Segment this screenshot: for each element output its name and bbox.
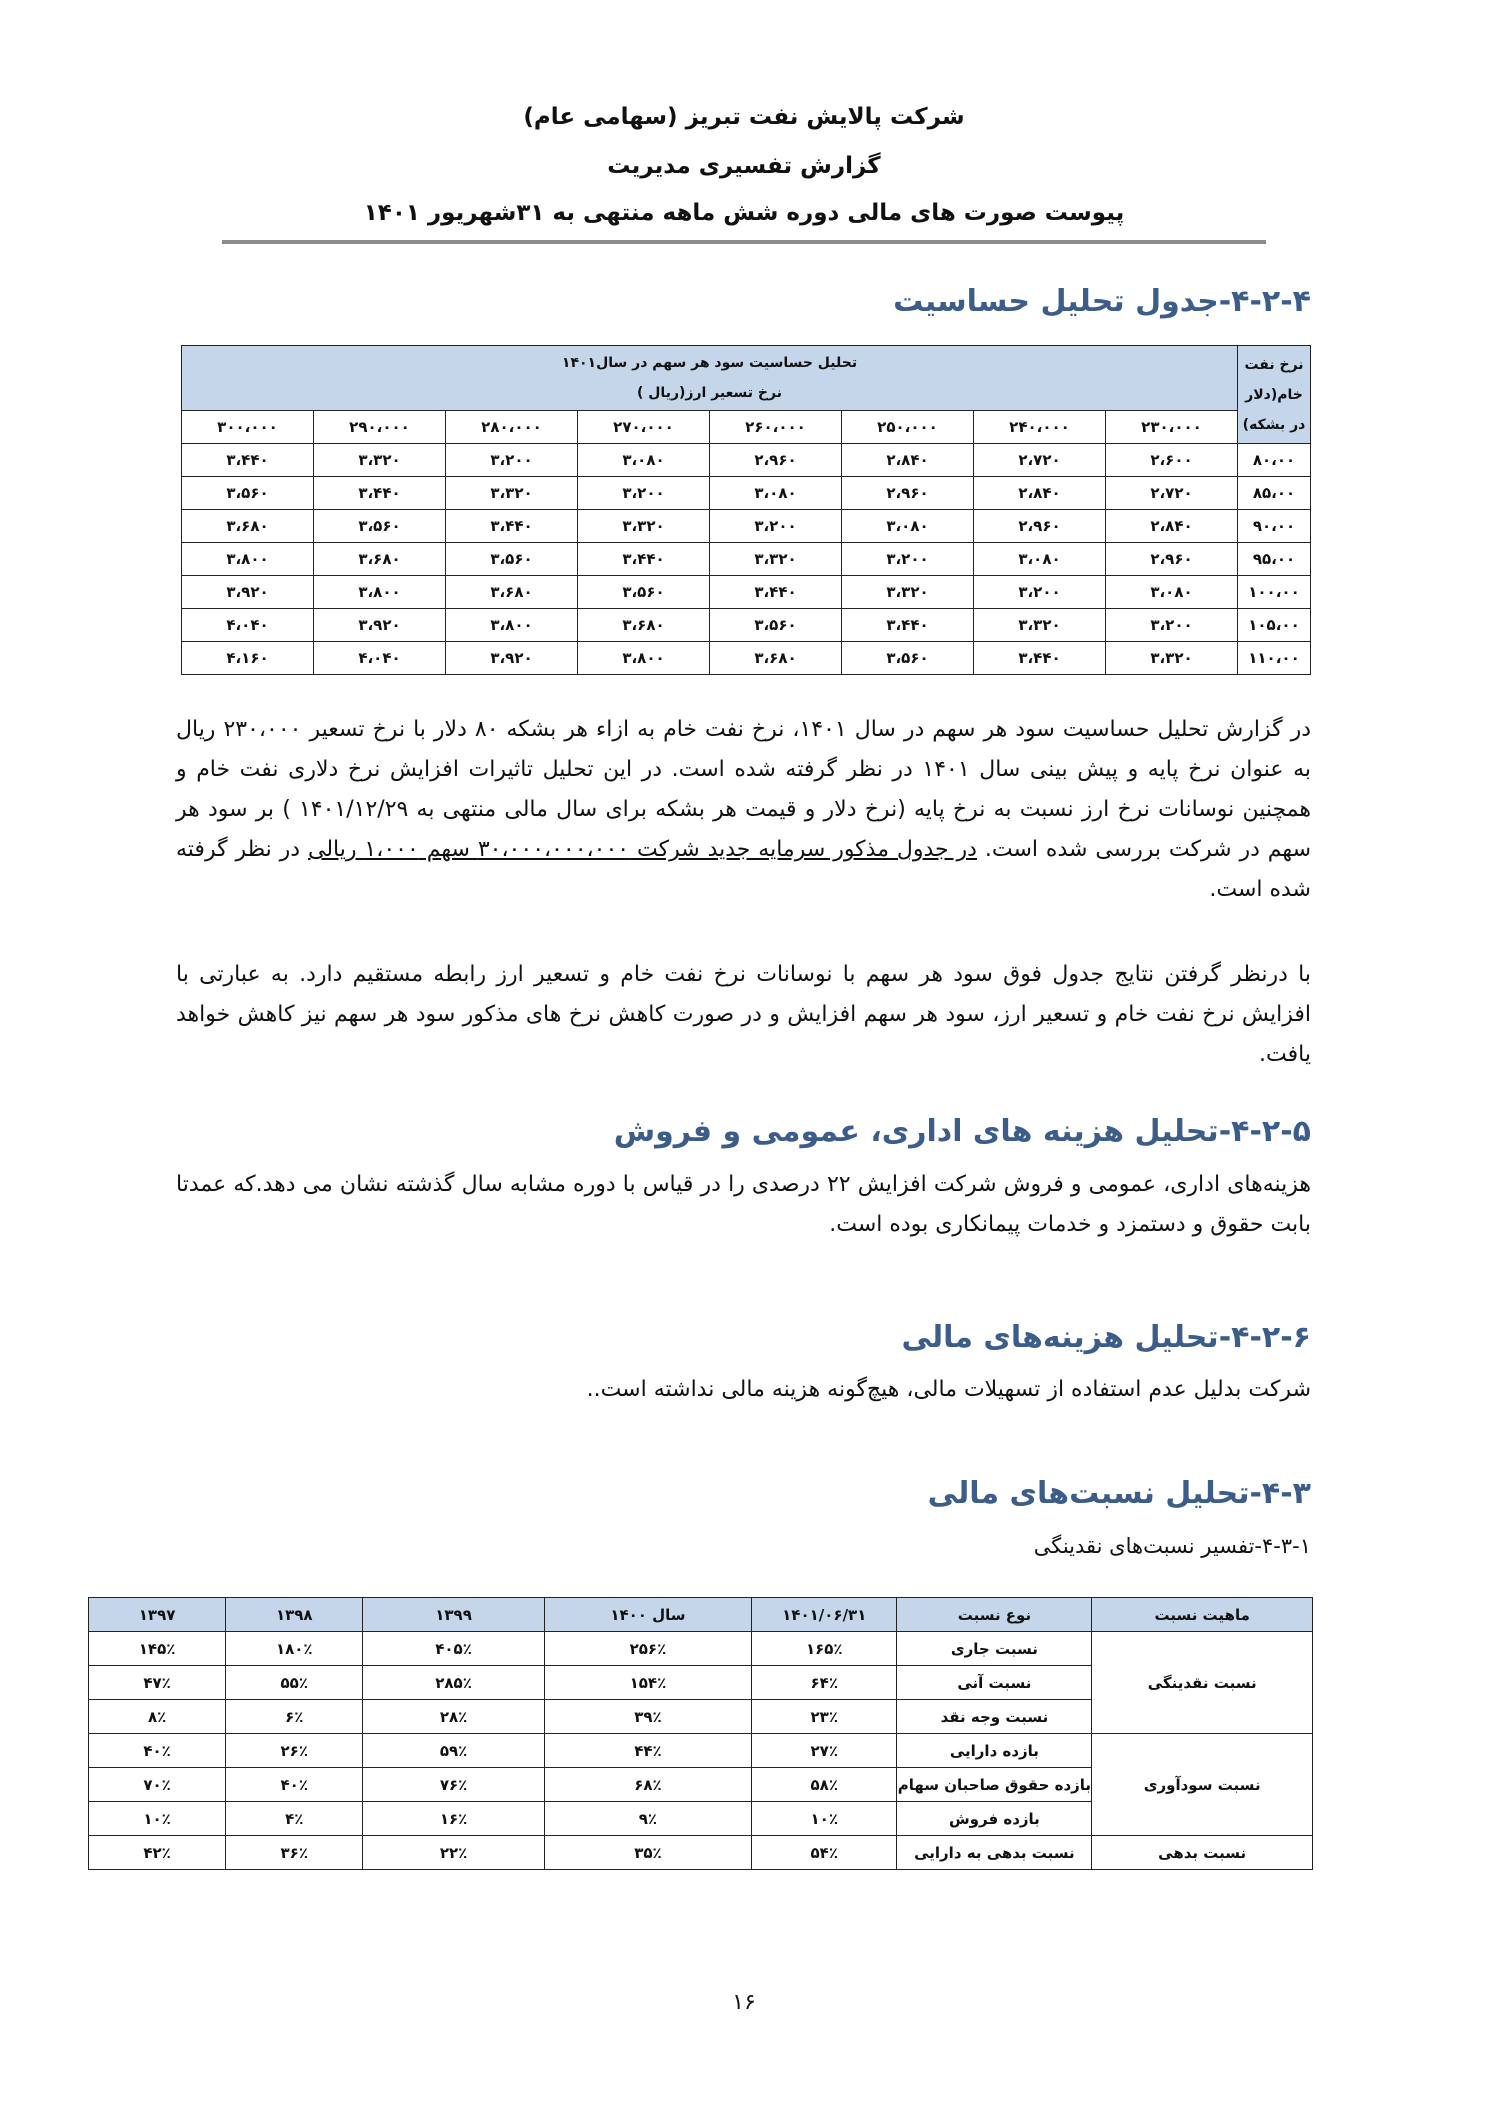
eps-value-cell: ۳،۵۶۰ — [182, 477, 314, 510]
ratio-value-cell: ۵۴٪ — [752, 1836, 897, 1870]
ratio-name-cell: بازده حقوق صاحبان سهام — [897, 1768, 1092, 1802]
eps-value-cell: ۳،۰۸۰ — [842, 510, 974, 543]
oil-price-cell: ۹۰،۰۰ — [1238, 510, 1311, 543]
ratio-row — [89, 1734, 1313, 1768]
report-title: گزارش تفسیری مدیریت — [607, 153, 881, 179]
oil-price-cell: ۹۵،۰۰ — [1238, 543, 1311, 576]
sensitivity-row — [182, 543, 1311, 576]
eps-value-cell: ۳،۴۴۰ — [314, 477, 446, 510]
report-subtitle: پیوست صورت های مالی دوره شش ماهه منتهی به ۳۱شهریور ۱۴۰۱ — [363, 200, 1125, 226]
ratio-value-cell: ۳۵٪ — [544, 1836, 751, 1870]
ratio-row — [89, 1836, 1313, 1870]
sensitivity-caption: تحلیل حساسیت سود هر سهم در سال۱۴۰۱ نرخ تسعیر ارز(ریال ) — [182, 346, 1238, 411]
eps-value-cell: ۳،۵۶۰ — [842, 642, 974, 675]
rate-column-header: ۲۷۰،۰۰۰ — [578, 411, 710, 444]
eps-value-cell: ۲،۹۶۰ — [1106, 543, 1238, 576]
ratio-name-cell: نسبت وجه نقد — [897, 1700, 1092, 1734]
eps-value-cell: ۴،۰۴۰ — [182, 609, 314, 642]
sensitivity-row — [182, 642, 1311, 675]
ratio-value-cell: ۳۹٪ — [544, 1700, 751, 1734]
header-rule — [222, 240, 1266, 244]
oil-price-cell: ۱۰۵،۰۰ — [1238, 609, 1311, 642]
ratio-column-header: ۱۳۹۷ — [89, 1598, 226, 1632]
eps-value-cell: ۲،۸۴۰ — [974, 477, 1106, 510]
sensitivity-table — [181, 345, 1311, 675]
oil-price-cell: ۸۵،۰۰ — [1238, 477, 1311, 510]
eps-value-cell: ۲،۷۲۰ — [1106, 477, 1238, 510]
ratio-value-cell: ۲۸٪ — [363, 1700, 544, 1734]
ratio-value-cell: ۵۸٪ — [752, 1768, 897, 1802]
ratio-value-cell: ۶۴٪ — [752, 1666, 897, 1700]
ratio-value-cell: ۱۰٪ — [752, 1802, 897, 1836]
ratio-value-cell: ۴۰٪ — [226, 1768, 363, 1802]
ratio-value-cell: ۴٪ — [226, 1802, 363, 1836]
rate-column-header: ۲۵۰،۰۰۰ — [842, 411, 974, 444]
eps-value-cell: ۲،۷۲۰ — [974, 444, 1106, 477]
eps-value-cell: ۳،۵۶۰ — [710, 609, 842, 642]
financial-ratios-table — [88, 1597, 1313, 1870]
finance-cost-paragraph: شرکت بدلیل عدم استفاده از تسهیلات مالی، هیچ‌گونه هزینه مالی نداشته است.. — [586, 1377, 1311, 1402]
admin-expense-paragraph: هزینه‌های اداری، عمومی و فروش شرکت افزایش ۲۲ درصدی را در قیاس با دوره مشابه سال گذشته نشان می دهد.که عمدتا بابت حقوق و دستمزد و خدمات پیمانکاری بوده است. — [176, 1172, 1312, 1237]
ratio-column-header: ۱۳۹۹ — [363, 1598, 544, 1632]
rate-column-header: ۲۴۰،۰۰۰ — [974, 411, 1106, 444]
eps-value-cell: ۳،۲۰۰ — [578, 477, 710, 510]
ratio-column-header: ماهیت نسبت — [1092, 1598, 1313, 1632]
ratio-value-cell: ۲۸۵٪ — [363, 1666, 544, 1700]
ratio-value-cell: ۶٪ — [226, 1700, 363, 1734]
ratio-value-cell: ۶۸٪ — [544, 1768, 751, 1802]
ratio-value-cell: ۲۶٪ — [226, 1734, 363, 1768]
sensitivity-row — [182, 510, 1311, 543]
sensitivity-row — [182, 576, 1311, 609]
eps-value-cell: ۲،۹۶۰ — [710, 444, 842, 477]
sensitivity-paragraph-2: با درنظر گرفتن نتایج جدول فوق سود هر سهم با نوسانات نرخ نفت خام و تسعیر ارز رابطه مستقیم دارد. به عبارتی با افزایش نرخ نفت خام و تسعیر ارز، سود هر سهم افزایش و در صورت کاهش نرخ های مذکور سود هر سهم نیز کاهش خواهد یافت. — [176, 962, 1311, 1067]
ratio-value-cell: ۱۶۵٪ — [752, 1632, 897, 1666]
ratio-value-cell: ۱۴۵٪ — [89, 1632, 226, 1666]
eps-value-cell: ۳،۴۴۰ — [182, 444, 314, 477]
eps-value-cell: ۲،۸۴۰ — [842, 444, 974, 477]
ratio-value-cell: ۷۰٪ — [89, 1768, 226, 1802]
eps-value-cell: ۳،۲۰۰ — [842, 543, 974, 576]
eps-value-cell: ۳،۳۲۰ — [578, 510, 710, 543]
eps-value-cell: ۳،۸۰۰ — [446, 609, 578, 642]
sensitivity-row — [182, 444, 1311, 477]
rate-column-header: ۲۳۰،۰۰۰ — [1106, 411, 1238, 444]
eps-value-cell: ۴،۱۶۰ — [182, 642, 314, 675]
sensitivity-paragraph-1: در گزارش تحلیل حساسیت سود هر سهم در سال ۱۴۰۱، نرخ نفت خام به ازاء هر بشکه ۸۰ دلار با نرخ تسعیر ۲۳۰،۰۰۰ ریال به عنوان نرخ پایه و پیش بینی سال ۱۴۰۱ در نظر گرفته شده است. در این تحلیل تاثیرات افزایش نرخ دلاری نفت خام و همچنین نوسانات نرخ ارز نسبت به نرخ پایه (نرخ دلار و قیمت هر بشکه برای سال مالی منتهی به ۱۴۰۱/۱۲/۲۹ ) بر سود هر سهم در شرکت بررسی شده است. در جدول مذکور سرمایه جدید شرکت ۳۰،۰۰۰،۰۰۰،۰۰۰ سهم ۱،۰۰۰ ریالی در نظر گرفته شده است. — [176, 717, 1312, 902]
ratio-value-cell: ۴۰٪ — [89, 1734, 226, 1768]
ratio-column-header: سال ۱۴۰۰ — [544, 1598, 751, 1632]
eps-value-cell: ۳،۳۲۰ — [446, 477, 578, 510]
eps-value-cell: ۳،۸۰۰ — [182, 543, 314, 576]
ratio-column-header: ۱۳۹۸ — [226, 1598, 363, 1632]
eps-value-cell: ۳،۴۴۰ — [578, 543, 710, 576]
eps-value-cell: ۳،۲۰۰ — [710, 510, 842, 543]
eps-value-cell: ۳،۲۰۰ — [1106, 609, 1238, 642]
ratio-value-cell: ۴۴٪ — [544, 1734, 751, 1768]
oil-price-cell: ۱۰۰،۰۰ — [1238, 576, 1311, 609]
oil-price-cell: ۸۰،۰۰ — [1238, 444, 1311, 477]
ratio-column-header: ۱۴۰۱/۰۶/۳۱ — [752, 1598, 897, 1632]
eps-value-cell: ۳،۹۲۰ — [314, 609, 446, 642]
eps-value-cell: ۳،۰۸۰ — [578, 444, 710, 477]
eps-value-cell: ۳،۳۲۰ — [842, 576, 974, 609]
oil-price-cell: ۱۱۰،۰۰ — [1238, 642, 1311, 675]
finance-cost-section-title: ۴-۲-۶-تحلیل هزینه‌های مالی — [901, 1320, 1311, 1355]
eps-value-cell: ۳،۰۸۰ — [974, 543, 1106, 576]
ratio-column-header: نوع نسبت — [897, 1598, 1092, 1632]
eps-value-cell: ۴،۰۴۰ — [314, 642, 446, 675]
eps-value-cell: ۳،۰۸۰ — [710, 477, 842, 510]
eps-value-cell: ۳،۲۰۰ — [446, 444, 578, 477]
eps-value-cell: ۳،۴۴۰ — [710, 576, 842, 609]
rate-column-header: ۳۰۰،۰۰۰ — [182, 411, 314, 444]
ratio-value-cell: ۱۰٪ — [89, 1802, 226, 1836]
ratio-value-cell: ۹٪ — [544, 1802, 751, 1836]
eps-value-cell: ۳،۲۰۰ — [974, 576, 1106, 609]
eps-value-cell: ۲،۹۶۰ — [974, 510, 1106, 543]
eps-value-cell: ۳،۵۶۰ — [446, 543, 578, 576]
ratio-name-cell: نسبت آنی — [897, 1666, 1092, 1700]
ratio-row — [89, 1632, 1313, 1666]
eps-value-cell: ۳،۶۸۰ — [710, 642, 842, 675]
eps-value-cell: ۳،۳۲۰ — [1106, 642, 1238, 675]
eps-value-cell: ۳،۴۴۰ — [974, 642, 1106, 675]
ratios-section-title: ۴-۳-تحلیل نسبت‌های مالی — [927, 1476, 1311, 1511]
ratio-value-cell: ۱۵۴٪ — [544, 1666, 751, 1700]
ratio-name-cell: نسبت بدهی به دارایی — [897, 1836, 1092, 1870]
ratio-name-cell: نسبت جاری — [897, 1632, 1092, 1666]
eps-value-cell: ۲،۸۴۰ — [1106, 510, 1238, 543]
ratio-category-cell: نسبت سودآوری — [1092, 1734, 1313, 1836]
eps-value-cell: ۳،۳۲۰ — [974, 609, 1106, 642]
ratio-name-cell: بازده دارایی — [897, 1734, 1092, 1768]
liquidity-subtitle: ۴-۳-۱-تفسیر نسبت‌های نقدینگی — [1033, 1534, 1311, 1558]
eps-value-cell: ۳،۶۸۰ — [578, 609, 710, 642]
ratio-value-cell: ۱۸۰٪ — [226, 1632, 363, 1666]
ratio-value-cell: ۲۷٪ — [752, 1734, 897, 1768]
eps-value-cell: ۲،۹۶۰ — [842, 477, 974, 510]
eps-value-cell: ۳،۳۲۰ — [710, 543, 842, 576]
company-name: شرکت پالایش نفت تبریز (سهامی عام) — [523, 104, 965, 130]
ratio-value-cell: ۴۲٪ — [89, 1836, 226, 1870]
ratio-category-cell: نسبت نقدینگی — [1092, 1632, 1313, 1734]
ratio-value-cell: ۷۶٪ — [363, 1768, 544, 1802]
ratio-category-cell: نسبت بدهی — [1092, 1836, 1313, 1870]
ratio-value-cell: ۲۵۶٪ — [544, 1632, 751, 1666]
eps-value-cell: ۳،۶۸۰ — [182, 510, 314, 543]
eps-value-cell: ۳،۴۴۰ — [842, 609, 974, 642]
rate-column-header: ۲۸۰،۰۰۰ — [446, 411, 578, 444]
eps-value-cell: ۳،۶۸۰ — [314, 543, 446, 576]
admin-expense-section-title: ۴-۲-۵-تحلیل هزینه های اداری، عمومی و فروش — [613, 1114, 1311, 1149]
eps-value-cell: ۲،۶۰۰ — [1106, 444, 1238, 477]
ratio-value-cell: ۵۵٪ — [226, 1666, 363, 1700]
sensitivity-row — [182, 609, 1311, 642]
sensitivity-section-title: ۴-۲-۴-جدول تحلیل حساسیت — [893, 284, 1311, 319]
sensitivity-row — [182, 477, 1311, 510]
eps-value-cell: ۳،۹۲۰ — [182, 576, 314, 609]
rate-column-header: ۲۹۰،۰۰۰ — [314, 411, 446, 444]
rate-column-header: ۲۶۰،۰۰۰ — [710, 411, 842, 444]
eps-value-cell: ۳،۴۴۰ — [446, 510, 578, 543]
eps-value-cell: ۳،۳۲۰ — [314, 444, 446, 477]
ratio-value-cell: ۲۲٪ — [363, 1836, 544, 1870]
eps-value-cell: ۳،۹۲۰ — [446, 642, 578, 675]
eps-value-cell: ۳،۵۶۰ — [578, 576, 710, 609]
eps-value-cell: ۳،۸۰۰ — [314, 576, 446, 609]
ratio-value-cell: ۳۶٪ — [226, 1836, 363, 1870]
oil-price-corner-header: نرخ نفت خام(دلار در بشکه) — [1238, 346, 1311, 444]
eps-value-cell: ۳،۶۸۰ — [446, 576, 578, 609]
eps-value-cell: ۳،۸۰۰ — [578, 642, 710, 675]
ratio-value-cell: ۱۶٪ — [363, 1802, 544, 1836]
eps-value-cell: ۳،۰۸۰ — [1106, 576, 1238, 609]
page-number: ۱۶ — [732, 1990, 756, 2015]
eps-value-cell: ۳،۵۶۰ — [314, 510, 446, 543]
ratio-value-cell: ۵۹٪ — [363, 1734, 544, 1768]
ratio-value-cell: ۲۳٪ — [752, 1700, 897, 1734]
ratio-value-cell: ۸٪ — [89, 1700, 226, 1734]
ratio-value-cell: ۴۰۵٪ — [363, 1632, 544, 1666]
ratio-name-cell: بازده فروش — [897, 1802, 1092, 1836]
ratio-value-cell: ۴۷٪ — [89, 1666, 226, 1700]
